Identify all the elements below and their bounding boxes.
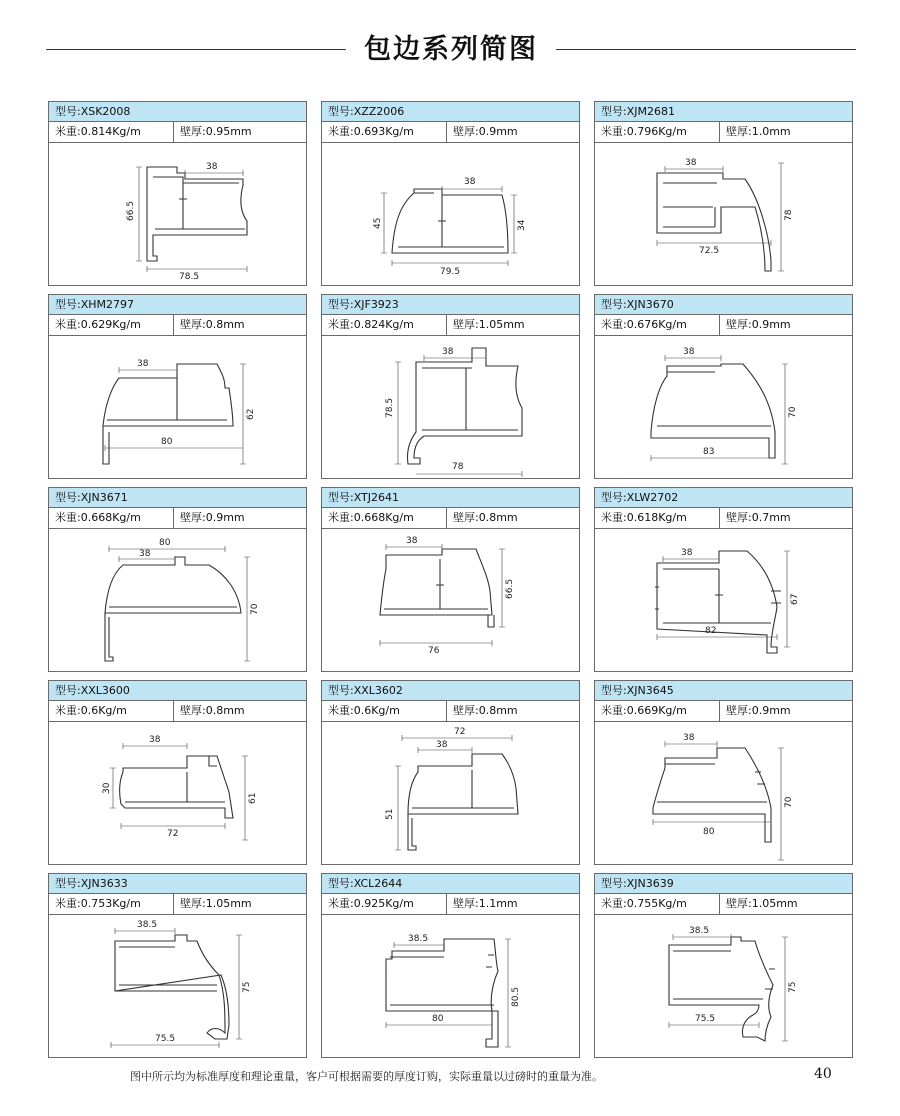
weight-value: 米重:0.669Kg/m [601,704,687,717]
dim-top: 38 [137,359,149,369]
dim-top: 38 [436,740,448,750]
dim-top: 38 [442,347,454,357]
weight-value: 米重:0.6Kg/m [55,704,127,717]
spec-divider [446,701,447,721]
dim-side: 51 [385,808,395,820]
dim-side: 70 [788,406,798,418]
profile-card-xjn3670 [594,294,853,479]
profile-drawing [49,529,306,671]
thickness-value: 壁厚:0.9mm [453,125,518,138]
dim-top-overall: 80 [159,538,171,548]
profile-drawing [322,722,579,864]
model-label: 型号:XTJ2641 [322,488,579,508]
spec-divider [173,508,174,528]
dim-top: 38.5 [408,934,429,944]
model-label: 型号:XJN3671 [49,488,306,508]
spec-divider [719,508,720,528]
profile-drawing [595,915,852,1057]
profile-card-xjm2681 [594,101,853,286]
spec-row [322,508,579,529]
thickness-value: 壁厚:1.05mm [180,897,252,910]
spec-divider [446,508,447,528]
model-label: 型号:XJN3645 [595,681,852,701]
dim-side: 75 [242,981,252,993]
profile-card-xjn3639 [594,873,853,1058]
profile-drawing [322,529,579,671]
spec-divider [446,122,447,142]
dim-side: 70 [250,603,260,615]
model-label: 型号:XCL2644 [322,874,579,894]
dim-bottom: 78.5 [179,272,200,282]
page-header [0,30,900,70]
thickness-value: 壁厚:1.0mm [726,125,791,138]
weight-value: 米重:0.676Kg/m [601,318,687,331]
spec-divider [173,701,174,721]
thickness-value: 壁厚:0.9mm [726,704,791,717]
model-label: 型号:XJN3633 [49,874,306,894]
dim-top: 38 [149,735,161,745]
spec-row [595,894,852,915]
dim-side: 80.5 [511,986,521,1007]
dim-side: 66.5 [126,200,136,221]
spec-divider [173,122,174,142]
dim-top: 38 [681,548,693,558]
spec-row [49,508,306,529]
spec-divider [719,701,720,721]
thickness-value: 壁厚:0.9mm [180,511,245,524]
dim-bottom: 78 [452,462,464,472]
spec-divider [446,315,447,335]
dim-side: 61 [248,792,258,804]
dim-bottom: 76 [428,646,440,656]
weight-value: 米重:0.668Kg/m [55,511,141,524]
profile-drawing [322,336,579,478]
weight-value: 米重:0.755Kg/m [601,897,687,910]
dim-top-overall: 72 [454,727,466,737]
dim-bottom: 80 [703,827,715,837]
profile-card-xsk2008 [48,101,307,286]
profile-drawing [595,336,852,478]
thickness-value: 壁厚:0.8mm [453,704,518,717]
weight-value: 米重:0.925Kg/m [328,897,414,910]
title-rule-right [556,49,856,50]
dim-top: 38 [464,177,476,187]
model-label: 型号:XJM2681 [595,102,852,122]
spec-divider [719,315,720,335]
dim-top: 38 [683,347,695,357]
thickness-value: 壁厚:1.1mm [453,897,518,910]
profile-card-xjn3645 [594,680,853,865]
page-title: 包边系列简图 [364,34,538,65]
spec-row [322,701,579,722]
page-number: 40 [814,1066,832,1082]
model-label: 型号:XHM2797 [49,295,306,315]
profile-card-xxl3600 [48,680,307,865]
profile-card-xtj2641 [321,487,580,672]
dim-side-right: 34 [517,219,527,231]
dim-bottom: 72 [167,829,179,839]
dim-side: 75 [788,981,798,993]
spec-divider [173,894,174,914]
dim-bottom: 83 [703,447,715,457]
title-rule-left [46,49,346,50]
profile-drawing [49,143,306,285]
profile-card-xjf3923 [321,294,580,479]
spec-row [322,315,579,336]
dim-bottom: 75.5 [695,1014,716,1024]
profile-drawing [595,722,852,864]
profile-drawing [595,529,852,671]
thickness-value: 壁厚:0.7mm [726,511,791,524]
weight-value: 米重:0.753Kg/m [55,897,141,910]
spec-row [49,894,306,915]
dim-bottom: 82 [705,626,717,636]
profile-drawing [49,915,306,1057]
dim-top: 38 [683,733,695,743]
spec-row [49,701,306,722]
thickness-value: 壁厚:0.8mm [453,511,518,524]
weight-value: 米重:0.824Kg/m [328,318,414,331]
profile-drawing [322,143,579,285]
dim-bottom: 75.5 [155,1034,176,1044]
thickness-value: 壁厚:0.8mm [180,318,245,331]
profile-drawing [49,336,306,478]
dim-side: 66.5 [505,578,515,599]
thickness-value: 壁厚:0.8mm [180,704,245,717]
dim-top: 38 [139,549,151,559]
dim-bottom: 79.5 [440,267,461,277]
profile-drawing [322,915,579,1057]
dim-side-left: 30 [102,782,112,794]
profile-card-xxl3602 [321,680,580,865]
dim-top: 38 [206,162,218,172]
dim-bottom: 80 [432,1014,444,1024]
profile-drawing [595,143,852,285]
spec-divider [446,894,447,914]
profile-card-xlw2702 [594,487,853,672]
dim-bottom: 80 [161,437,173,447]
profile-card-xjn3671 [48,487,307,672]
spec-row [49,315,306,336]
weight-value: 米重:0.796Kg/m [601,125,687,138]
spec-divider [173,315,174,335]
model-label: 型号:XJN3639 [595,874,852,894]
thickness-value: 壁厚:0.9mm [726,318,791,331]
dim-side: 78.5 [385,397,395,418]
dim-side: 67 [790,593,800,605]
spec-row [322,122,579,143]
dim-side: 62 [246,408,256,420]
dim-top: 38 [685,158,697,168]
weight-value: 米重:0.693Kg/m [328,125,414,138]
profile-card-xzz2006 [321,101,580,286]
thickness-value: 壁厚:1.05mm [726,897,798,910]
spec-row [595,701,852,722]
spec-row [595,122,852,143]
weight-value: 米重:0.814Kg/m [55,125,141,138]
model-label: 型号:XZZ2006 [322,102,579,122]
dim-side: 70 [784,796,794,808]
weight-value: 米重:0.6Kg/m [328,704,400,717]
spec-divider [719,894,720,914]
weight-value: 米重:0.668Kg/m [328,511,414,524]
dim-bottom: 72.5 [699,246,720,256]
footnote: 图中所示均为标准厚度和理论重量，客户可根据需要的厚度订购，实际重量以过磅时的重量为准。 [130,1070,603,1083]
model-label: 型号:XJN3670 [595,295,852,315]
spec-row [322,894,579,915]
weight-value: 米重:0.629Kg/m [55,318,141,331]
profile-drawing [49,722,306,864]
profile-card-xhm2797 [48,294,307,479]
dim-top: 38.5 [689,926,710,936]
spec-row [595,315,852,336]
weight-value: 米重:0.618Kg/m [601,511,687,524]
thickness-value: 壁厚:1.05mm [453,318,525,331]
dim-top: 38 [406,536,418,546]
model-label: 型号:XJF3923 [322,295,579,315]
dim-side: 45 [373,217,383,229]
dim-top: 38.5 [137,920,158,930]
model-label: 型号:XXL3600 [49,681,306,701]
dim-side: 78 [784,209,794,221]
spec-row [595,508,852,529]
spec-divider [719,122,720,142]
profile-card-xjn3633 [48,873,307,1058]
model-label: 型号:XXL3602 [322,681,579,701]
model-label: 型号:XLW2702 [595,488,852,508]
profile-card-xcl2644 [321,873,580,1058]
model-label: 型号:XSK2008 [49,102,306,122]
thickness-value: 壁厚:0.95mm [180,125,252,138]
spec-row [49,122,306,143]
